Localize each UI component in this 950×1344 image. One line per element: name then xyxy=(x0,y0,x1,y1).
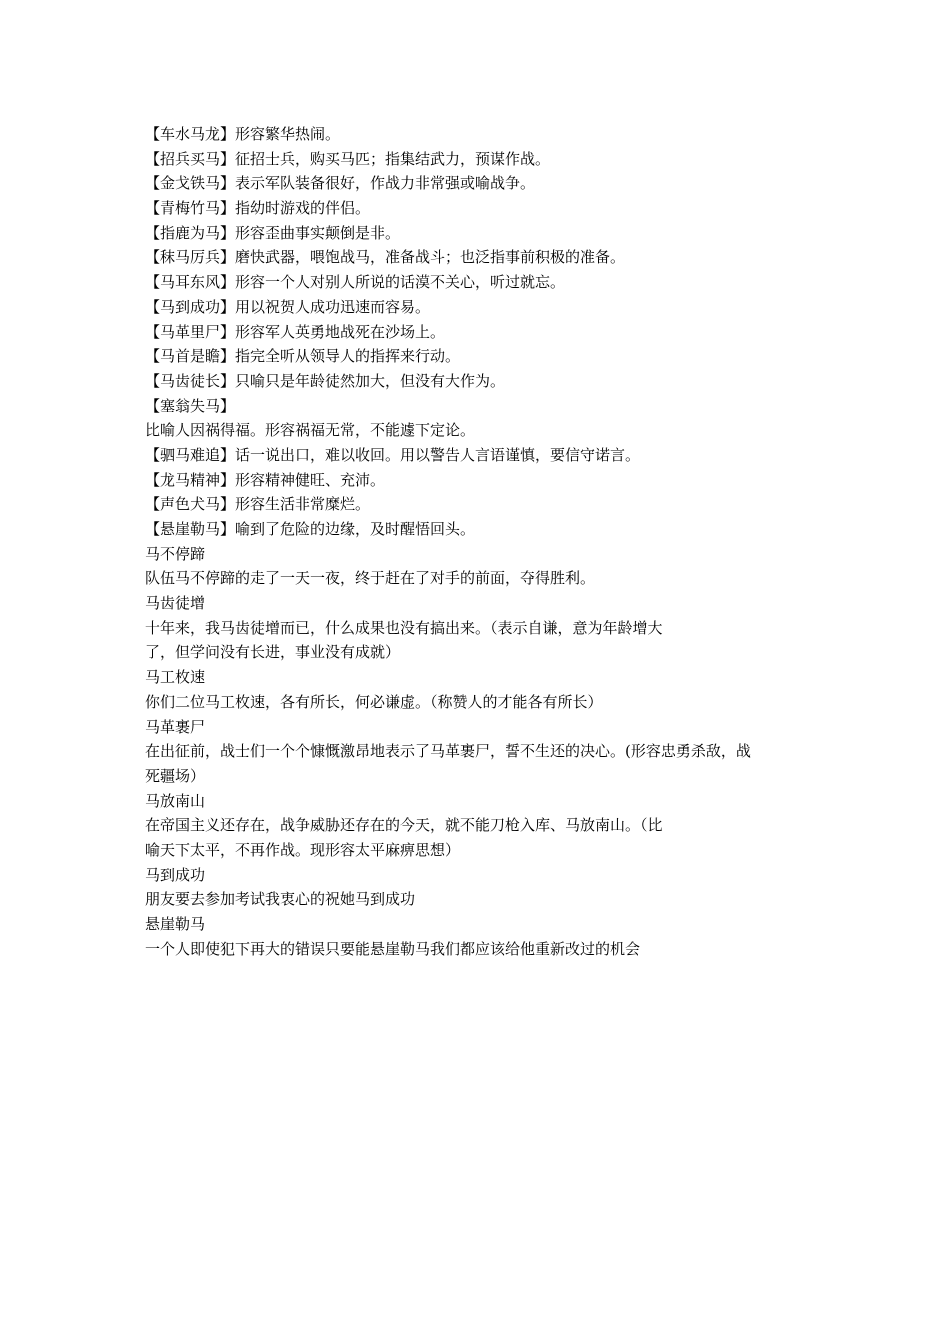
idiom-example: 在帝国主义还存在，战争威胁还存在的今天，就不能刀枪入库、马放南山。（比 xyxy=(145,816,663,835)
idiom-entry: 【指鹿为马】形容歪曲事实颠倒是非。 xyxy=(145,223,401,242)
idiom-entry: 【金戈铁马】表示军队装备很好，作战力非常强或喻战争。 xyxy=(145,174,536,193)
idiom-entry: 【悬崖勒马】喻到了危险的边缘，及时醒悟回头。 xyxy=(145,520,476,538)
idiom-definition: 比喻人因祸得福。形容祸福无常，不能遽下定论。 xyxy=(145,421,476,440)
idiom-heading: 马革裹尸 xyxy=(145,717,206,736)
idiom-entry: 【马革里尸】形容军人英勇地战死在沙场上。 xyxy=(145,322,446,341)
idiom-heading: 马到成功 xyxy=(145,865,206,884)
idiom-heading: 马工枚速 xyxy=(145,668,206,687)
idiom-entry: 【马首是瞻】指完全听从领导人的指挥来行动。 xyxy=(145,347,461,366)
idiom-entry: 【车水马龙】形容繁华热闹。 xyxy=(145,125,341,143)
idiom-heading: 马不停蹄 xyxy=(145,544,206,563)
idiom-entry: 【马齿徒长】只喻只是年龄徒然加大，但没有大作为。 xyxy=(145,371,506,390)
idiom-example: 你们二位马工枚速，各有所长，何必谦虚。（称赞人的才能各有所长） xyxy=(145,692,603,711)
document-body xyxy=(145,122,815,961)
idiom-example: 一个人即使犯下再大的错误只要能悬崖勒马我们都应该给他重新改过的机会 xyxy=(145,939,641,958)
idiom-entry: 【声色犬马】形容生活非常糜烂。 xyxy=(145,495,371,514)
idiom-heading: 马放南山 xyxy=(145,791,206,810)
idiom-example: 在出征前，战士们一个个慷慨激昂地表示了马革裹尸，誓不生还的决心。(形容忠勇杀敌，战 xyxy=(145,742,751,761)
idiom-example: 了，但学问没有长进，事业没有成就） xyxy=(145,643,401,662)
idiom-entry: 【塞翁失马】 xyxy=(145,396,236,415)
idiom-example: 死疆场） xyxy=(145,766,206,785)
idiom-example: 朋友要去参加考试我衷心的祝她马到成功 xyxy=(145,890,416,909)
idiom-entry: 【秣马厉兵】磨快武器，喂饱战马，准备战斗；也泛指事前积极的准备。 xyxy=(145,248,626,267)
idiom-entry: 【马到成功】用以祝贺人成功迅速而容易。 xyxy=(145,297,431,316)
idiom-entry: 【龙马精神】形容精神健旺、充沛。 xyxy=(145,470,386,489)
idiom-example: 队伍马不停蹄的走了一天一夜，终于赶在了对手的前面，夺得胜利。 xyxy=(145,569,596,588)
idiom-entry: 【马耳东风】形容一个人对别人所说的话漠不关心，听过就忘。 xyxy=(145,273,566,292)
idiom-heading: 马齿徒增 xyxy=(145,594,206,613)
idiom-example: 十年来，我马齿徒增而已，什么成果也没有搞出来。（表示自谦，意为年龄增大 xyxy=(145,618,663,637)
idiom-example: 喻天下太平，不再作战。现形容太平麻痹思想） xyxy=(145,840,461,859)
idiom-entry: 【驷马难追】话一说出口，难以收回。用以警告人言语谨慎，要信守诺言。 xyxy=(145,445,641,464)
idiom-entry: 【青梅竹马】指幼时游戏的伴侣。 xyxy=(145,199,371,218)
idiom-entry: 【招兵买马】征招士兵，购买马匹；指集结武力，预谋作战。 xyxy=(145,149,551,168)
idiom-heading: 悬崖勒马 xyxy=(145,915,206,933)
